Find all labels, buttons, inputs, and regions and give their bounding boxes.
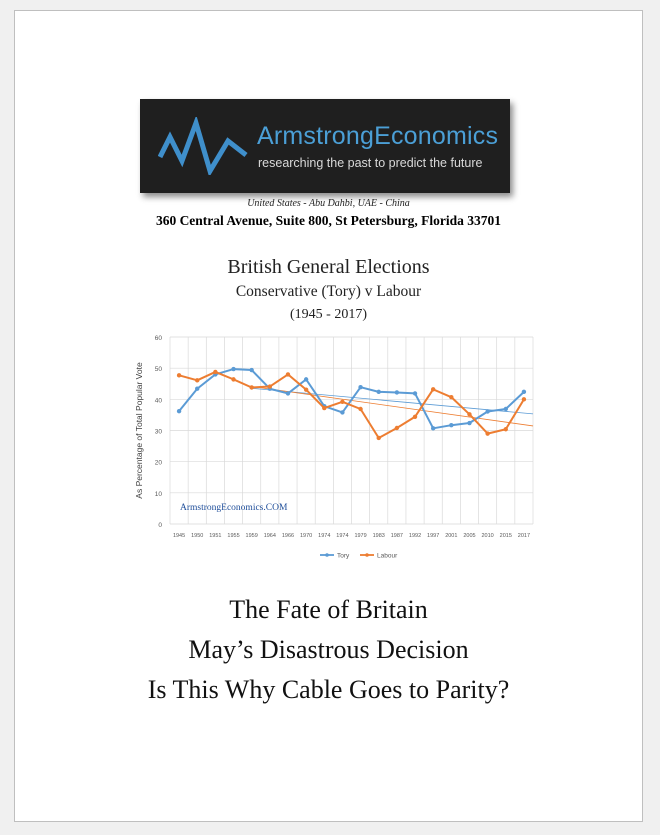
x-tick-label: 1951 bbox=[209, 533, 222, 539]
x-tick-label: 1959 bbox=[245, 533, 258, 539]
y-tick-label: 20 bbox=[154, 459, 162, 467]
data-point-tory bbox=[286, 391, 290, 395]
data-point-labour bbox=[249, 385, 253, 389]
y-tick-label: 60 bbox=[154, 335, 162, 342]
x-tick-label: 2001 bbox=[445, 533, 458, 539]
data-point-tory bbox=[485, 409, 489, 413]
x-tick-label: 1979 bbox=[354, 533, 367, 539]
x-tick-label: 1974 bbox=[318, 533, 331, 539]
data-point-labour bbox=[231, 377, 235, 381]
legend-label-tory: Tory bbox=[337, 552, 350, 560]
data-point-tory bbox=[340, 410, 344, 414]
headline-line-1: The Fate of Britain bbox=[229, 595, 428, 624]
y-tick-label: 40 bbox=[154, 397, 162, 405]
data-point-labour bbox=[195, 378, 199, 382]
data-point-labour bbox=[340, 400, 344, 404]
chart-heading-subtitle: Conservative (Tory) v Labour bbox=[235, 283, 422, 300]
data-point-tory bbox=[231, 367, 235, 371]
data-point-tory bbox=[467, 421, 471, 425]
logo-tagline: researching the past to predict the future bbox=[258, 156, 483, 170]
y-tick-label: 10 bbox=[154, 490, 162, 498]
armstrong-economics-logo bbox=[140, 99, 510, 193]
office-address: 360 Central Avenue, Suite 800, St Petersburg, Florida 33701 bbox=[155, 213, 502, 228]
data-point-tory bbox=[358, 385, 362, 389]
data-point-labour bbox=[304, 387, 308, 391]
legend-marker-labour bbox=[365, 553, 369, 557]
data-point-labour bbox=[431, 387, 435, 391]
x-tick-label: 2010 bbox=[481, 533, 494, 539]
data-point-labour bbox=[268, 384, 272, 388]
x-tick-label: 2015 bbox=[499, 533, 512, 539]
data-point-tory bbox=[195, 387, 199, 391]
office-locations: United States - Abu Dahbi, UAE - China bbox=[247, 198, 410, 209]
data-point-tory bbox=[431, 426, 435, 430]
data-point-labour bbox=[286, 372, 290, 376]
x-tick-label: 2005 bbox=[463, 533, 476, 539]
headline-line-3: Is This Why Cable Goes to Parity? bbox=[147, 675, 510, 704]
data-point-labour bbox=[358, 407, 362, 411]
x-tick-label: 1983 bbox=[372, 533, 385, 539]
data-point-tory bbox=[504, 407, 508, 411]
x-tick-label: 1992 bbox=[408, 533, 422, 539]
data-point-labour bbox=[467, 412, 471, 416]
data-point-tory bbox=[304, 377, 308, 381]
x-tick-label: 1997 bbox=[427, 533, 440, 539]
logo-brand-bold: Armstrong bbox=[257, 122, 375, 150]
data-point-tory bbox=[449, 423, 453, 427]
x-tick-label: 1950 bbox=[191, 533, 204, 539]
x-tick-label: 1964 bbox=[263, 533, 276, 539]
y-tick-label: 50 bbox=[154, 366, 162, 374]
logo-brand-text bbox=[257, 122, 498, 151]
x-tick-label: 1974 bbox=[336, 533, 349, 539]
x-tick-label: 1966 bbox=[281, 533, 295, 539]
data-point-labour bbox=[485, 431, 489, 435]
data-point-tory bbox=[413, 391, 417, 395]
election-line-chart bbox=[125, 329, 545, 569]
x-tick-label: 1970 bbox=[300, 533, 313, 539]
data-point-labour bbox=[449, 395, 453, 399]
data-point-labour bbox=[177, 373, 181, 377]
data-point-labour bbox=[213, 370, 217, 374]
data-point-labour bbox=[395, 426, 399, 430]
data-point-labour bbox=[322, 406, 326, 410]
x-tick-label: 2017 bbox=[517, 533, 531, 539]
x-tick-label: 1945 bbox=[172, 533, 186, 539]
y-tick-label: 0 bbox=[158, 522, 162, 529]
data-point-tory bbox=[377, 390, 381, 394]
data-point-tory bbox=[249, 368, 253, 372]
chart-heading-years: (1945 - 2017) bbox=[290, 307, 367, 322]
chart-heading-title: British General Elections bbox=[227, 256, 430, 278]
document-page bbox=[14, 10, 643, 822]
data-point-labour bbox=[522, 397, 526, 401]
legend-marker-tory bbox=[325, 553, 329, 557]
legend-label-labour: Labour bbox=[377, 552, 398, 560]
data-point-tory bbox=[177, 409, 181, 413]
zigzag-logo-icon bbox=[158, 117, 250, 175]
y-tick-label: 30 bbox=[154, 428, 162, 436]
data-point-labour bbox=[504, 427, 508, 431]
data-point-labour bbox=[413, 415, 417, 419]
data-point-labour bbox=[377, 436, 381, 440]
x-tick-label: 1987 bbox=[390, 533, 403, 539]
data-point-tory bbox=[395, 390, 399, 394]
x-tick-label: 1955 bbox=[227, 533, 240, 539]
logo-brand-light: Economics bbox=[374, 122, 499, 150]
headline-line-2: May’s Disastrous Decision bbox=[188, 635, 469, 664]
chart-watermark: ArmstrongEconomics.COM bbox=[180, 503, 288, 513]
data-point-tory bbox=[522, 390, 526, 394]
y-axis-label: As Percentage of Total Popular Vote bbox=[134, 362, 144, 499]
